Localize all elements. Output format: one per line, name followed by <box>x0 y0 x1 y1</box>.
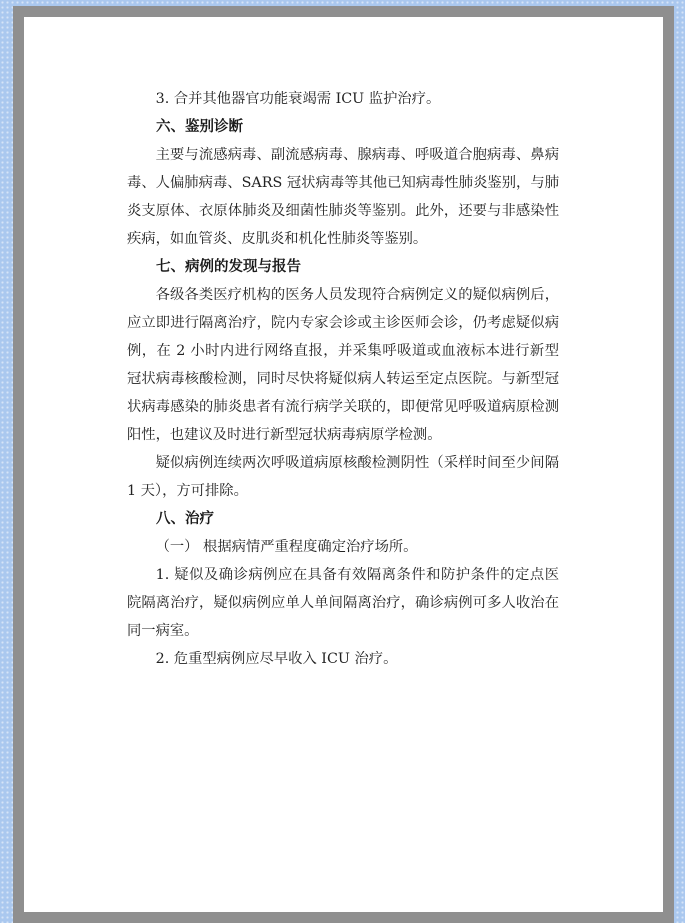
subheading-treatment-location: （一） 根据病情严重程度确定治疗场所。 <box>155 539 418 555</box>
paragraph-differential-diagnosis: 主要与流感病毒、副流感病毒、腺病毒、呼吸道合胞病毒、鼻病毒、人偏肺病毒、SARS 冠状病毒等其他已知病毒性肺炎鉴别，与肺炎支原体、衣原体肺炎及细菌性肺炎等鉴别。此外，还要与非感染性疾病，如血管炎、皮肌炎和机化性肺炎等鉴别。 <box>127 147 559 247</box>
paragraph-exclusion: 疑似病例连续两次呼吸道病原核酸检测阴性（采样时间至少间隔 1 天），方可排除。 <box>127 455 559 499</box>
paragraph-icu-admission: 2. 危重型病例应尽早收入 ICU 治疗。 <box>155 651 398 667</box>
heading-differential-diagnosis: 六、鉴别诊断 <box>156 119 243 135</box>
document-body <box>127 85 559 673</box>
paragraph-icu-monitoring: 3. 合并其他器官功能衰竭需 ICU 监护治疗。 <box>155 91 441 107</box>
paragraph-case-reporting: 各级各类医疗机构的医务人员发现符合病例定义的疑似病例后，应立即进行隔离治疗，院内专家会诊或主诊医师会诊，仍考虑疑似病例，在 2 小时内进行网络直报，并采集呼吸道或血液标本进行新型冠状病毒核酸检测，同时尽快将疑似病人转运至定点医院。与新型冠状病毒感染的肺炎患者有流行病学关联的，即便常见呼吸道病原检测阳性，也建议及时进行新型冠状病毒病原学检测。 <box>127 287 559 443</box>
heading-case-reporting: 七、病例的发现与报告 <box>156 259 301 275</box>
paragraph-isolation: 1. 疑似及确诊病例应在具备有效隔离条件和防护条件的定点医院隔离治疗，疑似病例应单人单间隔离治疗，确诊病例可多人收治在同一病室。 <box>127 567 559 639</box>
heading-treatment: 八、治疗 <box>156 511 214 527</box>
